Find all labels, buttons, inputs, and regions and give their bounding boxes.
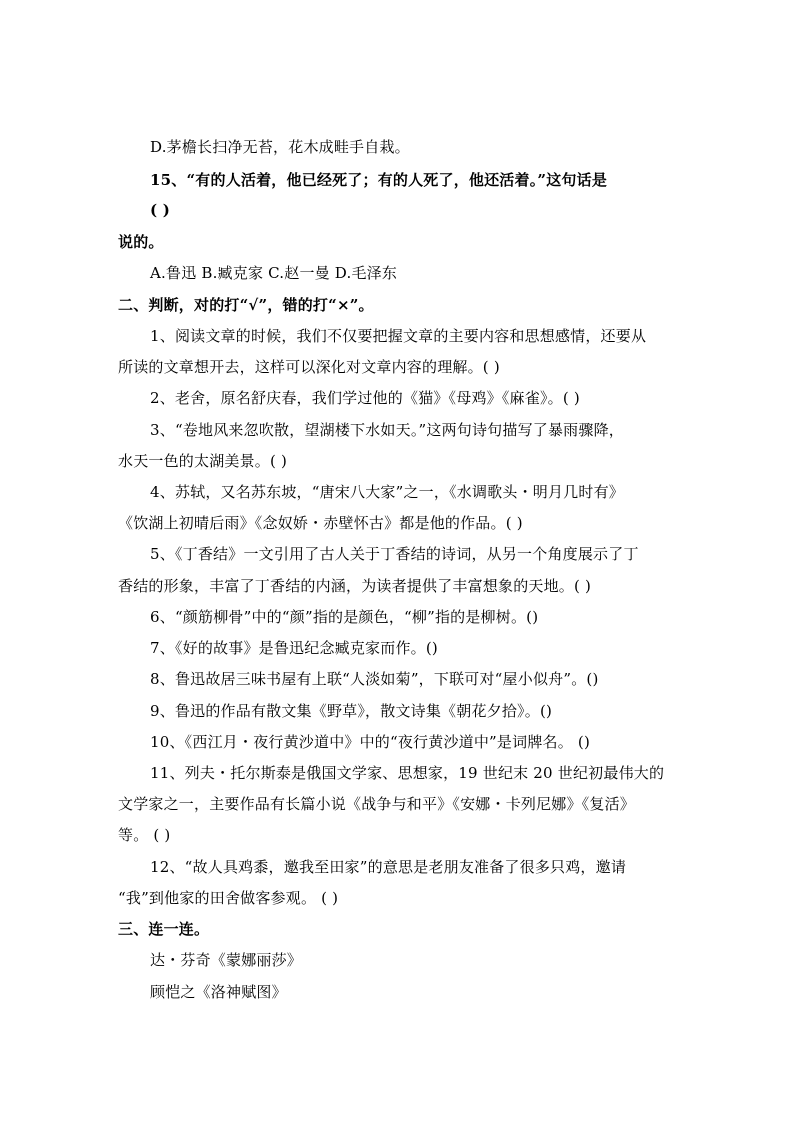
section-2-heading: 二、判断，对的打“√”，错的打“×”。 xyxy=(118,296,374,314)
judge-11-line3: 等。 ( ) xyxy=(118,826,171,844)
judge-4-line2: 《饮湖上初晴后雨》《念奴娇・赤壁怀古》都是他的作品。( ) xyxy=(118,514,523,532)
judge-10-line1: 10、《西江月・夜行黄沙道中》中的“夜行黄沙道中”是词牌名。 () xyxy=(150,733,590,751)
judge-3-line1: 3、“卷地风来忽吹散，望湖楼下水如天。”这两句诗句描写了暴雨骤降， xyxy=(150,421,624,439)
judge-5-line2: 香结的形象，丰富了丁香结的内涵，为读者提供了丰富想象的天地。( ) xyxy=(118,577,592,595)
question-15-options: A.鲁迅 B.臧克家 C.赵一曼 D.毛泽东 xyxy=(150,264,398,282)
section-3-heading: 三、连一连。 xyxy=(118,920,210,938)
judge-7-line1: 7、《好的故事》是鲁迅纪念臧克家而作。() xyxy=(150,639,438,657)
judge-6-line1: 6、“颜筋柳骨”中的“颜”指的是颜色，“柳”指的是柳树。() xyxy=(150,608,539,626)
option-d-text: D.茅檐长扫净无苔，花木成畦手自栽。 xyxy=(150,138,410,156)
judge-11-line1: 11、列夫・托尔斯泰是俄国文学家、思想家，19 世纪末 20 世纪初最伟大的 xyxy=(150,764,665,782)
judge-11-line2: 文学家之一，主要作品有长篇小说《战争与和平》《安娜・卡列尼娜》《复活》 xyxy=(118,795,636,813)
judge-12-line1: 12、“故人具鸡黍，邀我至田家”的意思是老朋友准备了很多只鸡，邀请 xyxy=(150,858,627,876)
judge-3-line2: 水天一色的太湖美景。( ) xyxy=(118,452,288,470)
judge-4-line1: 4、苏轼，又名苏东坡，“唐宋八大家”之一，《水调歌头・明月几时有》 xyxy=(150,483,624,501)
judge-8-line1: 8、鲁迅故居三味书屋有上联“人淡如菊”，下联可对“屋小似舟”。() xyxy=(150,670,599,688)
judge-1-line1: 1、阅读文章的时候，我们不仅要把握文章的主要内容和思想感情，还要从 xyxy=(150,327,647,345)
match-item-2: 顾恺之《洛神赋图》 xyxy=(150,983,287,1001)
judge-12-line2: “我”到他家的田舍做客参观。 ( ) xyxy=(118,889,339,907)
judge-5-line1: 5、《丁香结》一文引用了古人关于丁香结的诗词，从另一个角度展示了丁 xyxy=(150,545,639,563)
judge-2-line1: 2、老舍，原名舒庆春，我们学过他的《猫》《母鸡》《麻雀》。( ) xyxy=(150,389,580,407)
judge-9-line1: 9、鲁迅的作品有散文集《野草》，散文诗集《朝花夕拾》。() xyxy=(150,702,553,720)
match-item-1: 达・芬奇《蒙娜丽莎》 xyxy=(150,951,303,969)
question-15-paren: ( ) xyxy=(150,201,171,219)
judge-1-line2: 所读的文章想开去，这样可以深化对文章内容的理解。( ) xyxy=(118,358,500,376)
question-15-line1: 15、“有的人活着，他已经死了；有的人死了，他还活着。”这句话是 xyxy=(150,171,608,189)
question-15-line2: 说的。 xyxy=(118,233,164,251)
